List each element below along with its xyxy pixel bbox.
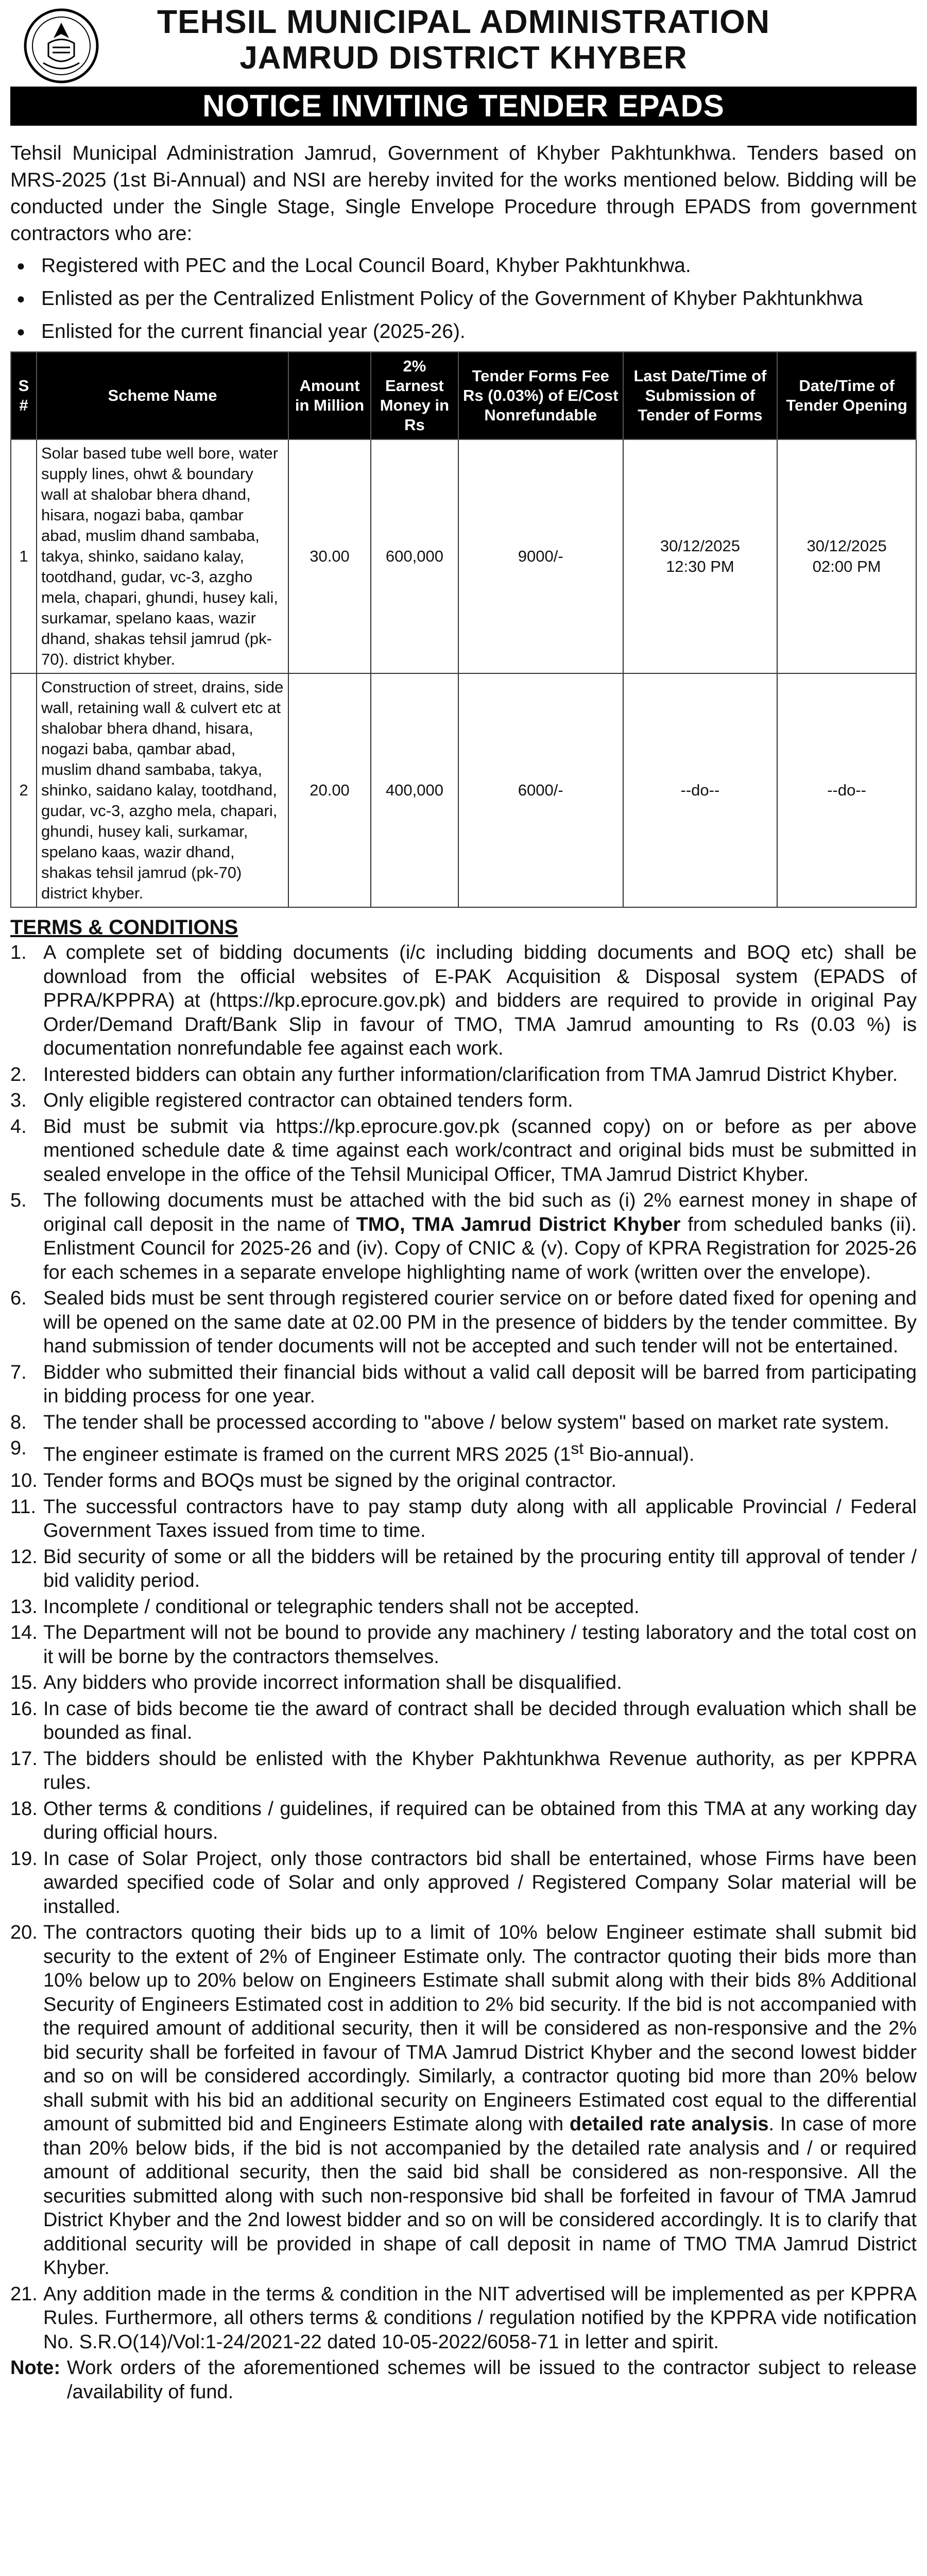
cell-scheme: Solar based tube well bore, water supply lines, ohwt & boundary wall at shalobar bhera dhand, hisara, nogazi baba, qambar abad, muslim dhand sambaba, takya, shinko, saidano kalay, tootdhand, gudar, vc-3, azgho mela, chapari, ghundi, husey kali, surkamar, spelano kaas, wazir dhand, shakas tehsil jamrud (pk-70). district khyber. xyxy=(37,439,288,673)
term-text: Any bidders who provide incorrect information shall be disqualified. xyxy=(43,1672,622,1694)
term-item xyxy=(10,1089,917,1113)
table-header-row xyxy=(11,352,916,439)
note-label: Note: xyxy=(10,2357,61,2379)
col-header-amount: Amount in Million xyxy=(288,352,371,439)
cell-earnest: 600,000 xyxy=(371,439,458,673)
term-item xyxy=(10,1063,917,1087)
term-bold-text: detailed rate analysis xyxy=(569,2113,769,2136)
cell-amount: 20.00 xyxy=(288,673,371,907)
term-item xyxy=(10,1115,917,1187)
terms-list xyxy=(10,941,917,2354)
term-number: 13. xyxy=(10,1596,38,1618)
table-row xyxy=(11,439,916,673)
term-text: Only eligible registered contractor can obtained tenders form. xyxy=(43,1090,573,1111)
term-item xyxy=(10,1797,917,1845)
eligibility-criteria-list xyxy=(10,252,917,345)
criteria-item: ● Enlisted for the current financial year (2025-26). xyxy=(10,318,917,345)
term-number: 4. xyxy=(10,1115,27,1138)
term-number: 12. xyxy=(10,1546,38,1568)
term-text: Any addition made in the terms & condition in the NIT advertised will be implemented as per KPPRA Rules. Furthermore, all others terms & conditions / regulation notified by the KPPRA vide notification No. S.R.O(14)/Vol:1-24/2021-22 dated 10-05-2022/6058-71 in letter and spirit. xyxy=(43,2283,917,2353)
term-item xyxy=(10,1545,917,1593)
term-text: The following documents must be attached with the bid such as (i) 2% earnest money in shape of original call deposit in the name of xyxy=(43,1190,917,1235)
intro-paragraph: Tehsil Municipal Administration Jamrud, Government of Khyber Pakhtunkhwa. Tenders based on MRS-2025 (1st Bi-Annual) and NSI are hereby invited for the works mentioned below. Bidding will be conducted under the Single Stage, Single Envelope Procedure through EPADS from government contractors who are: xyxy=(10,142,917,245)
header-title-line2: JAMRUD DISTRICT KHYBER xyxy=(239,40,688,76)
term-number: 17. xyxy=(10,1748,38,1770)
term-item xyxy=(10,2282,917,2354)
terms-heading: TERMS & CONDITIONS xyxy=(10,916,238,939)
term-text: from scheduled banks (ii). Enlistment Council for 2025-26 and (iv). Copy of CNIC & (v). Copy of KPRA Registration for 2025-26 for each schemes in a separate envelope highlighting name of work (written over the envelope). xyxy=(43,1213,917,1283)
term-text: Bidder who submitted their financial bids without a valid call deposit will be barred from participating in bidding process for one year. xyxy=(43,1361,917,1407)
term-text: The bidders should be enlisted with the Khyber Pakhtunkhwa Revenue authority, as per KPPRA rules. xyxy=(43,1748,917,1794)
cell-opening xyxy=(777,673,916,907)
cell-scheme: Construction of street, drains, side wall, retaining wall & culvert etc at shalobar bhera dhand, hisara, nogazi baba, qambar abad, muslim dhand sambaba, takya, shinko, saidano kalay, tootdhand, gudar, vc-3, azgho mela, chapari, ghundi, husey kali, surkamar, spelano kaas, wazir dhand, shakas tehsil jamrud (pk-70) district khyber. xyxy=(37,673,288,907)
term-number: 11. xyxy=(10,1496,37,1518)
term-text: Bid must be submit via https://kp.eprocure.gov.pk (scanned copy) on or before as per above mentioned schedule date & time against each work/contract and original bids must be submitted in sealed envelope in the office of the Tehsil Municipal Officer, TMA Jamrud District Khyber. xyxy=(43,1115,917,1185)
opening-time: 02:00 PM xyxy=(812,557,881,575)
col-header-fee: Tender Forms Fee Rs (0.03%) of E/Cost Nonrefundable xyxy=(458,352,623,439)
cell-fee: 6000/- xyxy=(458,673,623,907)
last-time: 12:30 PM xyxy=(666,557,734,575)
term-number: 1. xyxy=(10,942,27,963)
term-text: The contractors quoting their bids up to a limit of 10% below Engineer estimate shall submit bid security to the extent of 2% of Engineer Estimate only. The contractor quoting their bids more than 10% below up to 20% below on Engineers Estimate shall submit along with their bids 8% Additional Security of Engineers Estimated cost in addition to 2% bid security. If the bid is not accompanied with the required amount of additional security, then it will be considered as non-responsive and the 2% bid security shall be forfeited in favour of TMA Jamrud District Khyber and the second lowest bidder and so on will be considered accordingly. Similarly, a contractor quoting bid more than 20% below shall submit with his bid an additional security on Engineers Estimated cost equal to the differential amount of submitted bid and Engineers Estimate along with xyxy=(43,1922,917,2136)
term-item xyxy=(10,1495,917,1543)
cell-sno: 1 xyxy=(11,439,37,673)
term-number: 20. xyxy=(10,1922,38,1944)
term-number: 9. xyxy=(10,1437,27,1459)
note-paragraph xyxy=(10,2356,917,2404)
col-header-scheme: Scheme Name xyxy=(37,352,288,439)
term-text: Bid security of some or all the bidders will be retained by the procuring entity till approval of tender / bid validity period. xyxy=(43,1546,917,1592)
term-item xyxy=(10,1697,917,1745)
term-text: The engineer estimate is framed on the current MRS 2025 (1 xyxy=(43,1444,571,1466)
col-header-last-date: Last Date/Time of Submission of Tender of Forms xyxy=(623,352,778,439)
notice-banner: NOTICE INVITING TENDER EPADS xyxy=(10,87,917,126)
term-text: A complete set of bidding documents (i/c including bidding documents and BOQ etc) shall be download from the official websites of E-PAK Acquisition & Disposal system (EPADS of PPRA/KPPRA) at (https://kp.eprocure.gov.pk) and bidders are required to provide in original Pay Order/Demand Draft/Bank Slip in favour of TMO, TMA Jamrud amounting to Rs (0.03 %) is documentation nonrefundable fee against each work. xyxy=(43,942,917,1059)
term-bold-text: TMO, TMA Jamrud District Khyber xyxy=(356,1213,681,1235)
term-number: 16. xyxy=(10,1698,38,1720)
table-row xyxy=(11,673,916,907)
last-date: 30/12/2025 xyxy=(660,537,740,555)
term-number: 2. xyxy=(10,1063,27,1086)
col-header-sno: S # xyxy=(11,352,37,439)
term-item xyxy=(10,1469,917,1493)
works-table xyxy=(10,351,917,908)
term-text: Bio-annual). xyxy=(583,1444,695,1466)
cell-amount: 30.00 xyxy=(288,439,371,673)
term-text: . In case of more than 20% below bids, if the bid is not accompanied by the detailed rate analysis and / or required amount of additional security, then the said bid shall be considered as non-responsive. All the securities submitted along with such non-responsive bid shall be forfeited in favour of TMA Jamrud District Khyber and the 2nd lowest bidder and so on will be considered accordingly. It is to clarify that additional security will be provided in shape of call deposit in name of TMO TMA Jamrud District Khyber. xyxy=(43,2113,917,2279)
term-item xyxy=(10,1436,917,1467)
note-text: Work orders of the aforementioned schemes will be issued to the contractor subject to release /availability of fund. xyxy=(67,2357,917,2403)
term-number: 8. xyxy=(10,1411,27,1433)
term-text: Incomplete / conditional or telegraphic tenders shall not be accepted. xyxy=(43,1596,640,1618)
term-item xyxy=(10,1286,917,1359)
term-text: The Department will not be bound to provide any machinery / testing laboratory and the total cost on it will be borne by the contractors themselves. xyxy=(43,1622,917,1668)
term-number: 21. xyxy=(10,2283,38,2305)
term-text: Other terms & conditions / guidelines, if required can be obtained from this TMA at any working day during official hours. xyxy=(43,1798,917,1844)
opening-date: 30/12/2025 xyxy=(806,537,887,555)
col-header-opening: Date/Time of Tender Opening xyxy=(777,352,916,439)
cell-opening xyxy=(777,439,916,673)
criteria-item: ● Registered with PEC and the Local Council Board, Khyber Pakhtunkhwa. xyxy=(10,252,917,279)
cell-earnest: 400,000 xyxy=(371,673,458,907)
term-number: 5. xyxy=(10,1190,27,1211)
term-superscript: st xyxy=(571,1439,584,1458)
term-number: 19. xyxy=(10,1848,38,1870)
term-item xyxy=(10,1595,917,1619)
cell-last-date xyxy=(623,439,778,673)
term-item xyxy=(10,1847,917,1919)
term-item xyxy=(10,941,917,1061)
criteria-item: ● Enlisted as per the Centralized Enlistment Policy of the Government of Khyber Pakhtunkhwa xyxy=(10,285,917,312)
col-header-earnest: 2% Earnest Money in Rs xyxy=(371,352,458,439)
term-text: In case of bids become tie the award of contract shall be decided through evaluation which shall be bounded as final. xyxy=(43,1698,917,1744)
term-number: 10. xyxy=(10,1470,38,1492)
notice-header xyxy=(10,0,917,129)
term-text: The tender shall be processed according to "above / below system" based on market rate system. xyxy=(43,1411,889,1433)
term-text: In case of Solar Project, only those contractors bid shall be entertained, whose Firms have been awarded specified code of Solar and only approved / Registered Company Solar material will be installed. xyxy=(43,1848,917,1918)
term-item xyxy=(10,1361,917,1409)
term-number: 6. xyxy=(10,1287,27,1309)
term-item xyxy=(10,1671,917,1695)
term-number: 14. xyxy=(10,1622,38,1644)
cell-fee: 9000/- xyxy=(458,439,623,673)
term-number: 3. xyxy=(10,1090,27,1111)
term-item xyxy=(10,1411,917,1435)
last-date: --do-- xyxy=(680,781,720,799)
opening-date: --do-- xyxy=(827,781,867,799)
term-item xyxy=(10,1747,917,1795)
term-number: 7. xyxy=(10,1361,27,1383)
term-text: Interested bidders can obtain any further information/clarification from TMA Jamrud District Khyber. xyxy=(43,1063,898,1086)
cell-last-date xyxy=(623,673,778,907)
term-item xyxy=(10,1921,917,2280)
header-title-line1: TEHSIL MUNICIPAL ADMINISTRATION xyxy=(157,3,770,40)
term-text: Tender forms and BOQs must be signed by the original contractor. xyxy=(43,1470,617,1492)
kp-government-emblem-icon xyxy=(23,7,100,84)
term-number: 15. xyxy=(10,1672,38,1694)
term-item xyxy=(10,1621,917,1669)
term-text: Sealed bids must be sent through registered courier service on or before dated fixed for opening and will be opened on the same date at 02.00 PM in the presence of bidders by the tender committee. By hand submission of tender documents will not be accepted and such tender will not be entertained. xyxy=(43,1287,917,1357)
term-number: 18. xyxy=(10,1798,38,1820)
cell-sno: 2 xyxy=(11,673,37,907)
term-text: The successful contractors have to pay stamp duty along with all applicable Provincial / Federal Government Taxes issued from time to time. xyxy=(43,1496,917,1542)
term-item xyxy=(10,1189,917,1284)
